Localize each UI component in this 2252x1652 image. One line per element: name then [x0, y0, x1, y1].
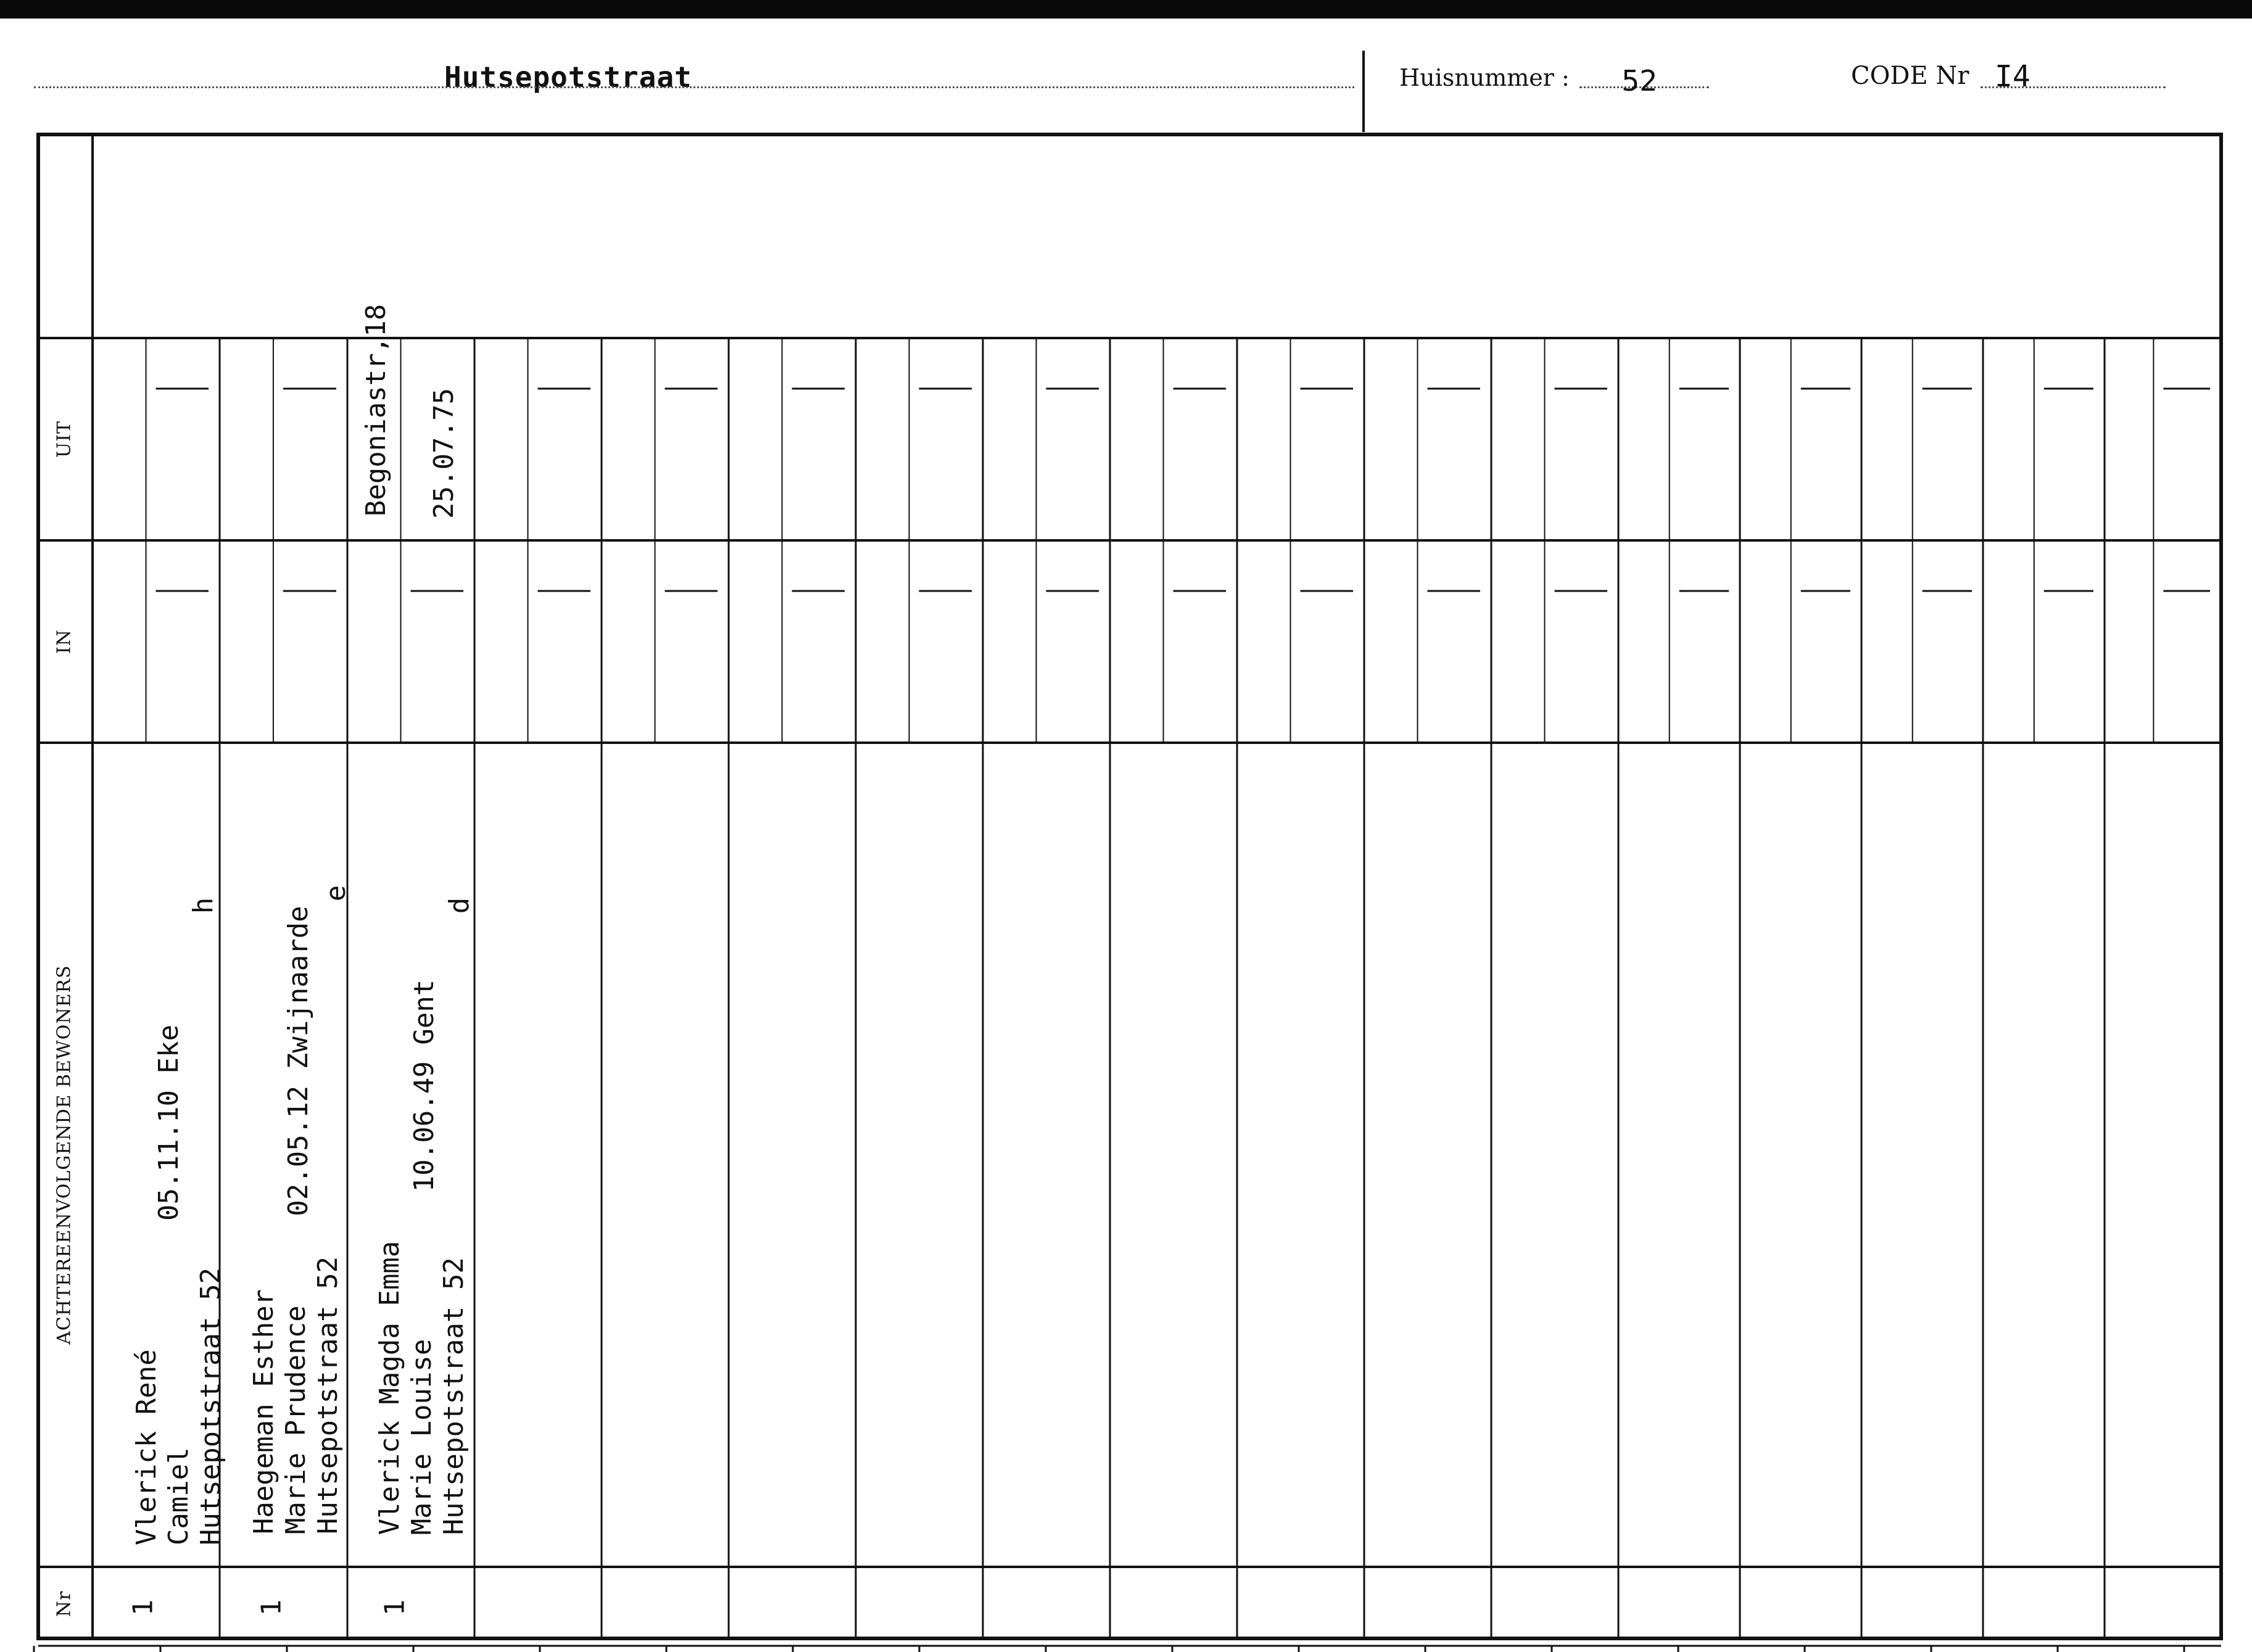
- row-label-uit: UIT: [53, 420, 75, 458]
- row-label-nr: Nr: [53, 1590, 75, 1617]
- resident-3-birth: 10.06.49 Gent: [408, 979, 440, 1192]
- street-name: Hutsepotstraat: [444, 60, 692, 94]
- resident-3-mark: d: [444, 897, 475, 914]
- resident-2-birth: 02.05.12 Zwijnaarde: [283, 906, 314, 1216]
- row-label-in: IN: [53, 629, 75, 655]
- resident-2-mark: e: [320, 885, 352, 902]
- resident-1-name: Vlerick René Camiel Hutsepotstraat 52: [131, 1267, 226, 1546]
- resident-3-uit-address: Begoniastr,18: [360, 304, 392, 517]
- resident-1-birth: 05.11.10 Eke: [153, 1025, 184, 1221]
- resident-1-nr: 1: [127, 1599, 159, 1616]
- resident-3-uit-date: 25.07.75: [428, 388, 460, 519]
- resident-2-name: Haegeman Esther Marie Prudence Hutsepotstraat 52: [248, 1256, 344, 1535]
- row-label-residents: ACHTEREENVOLGENDE BEWONERS: [53, 965, 75, 1345]
- house-number-value: 52: [1621, 64, 1658, 97]
- resident-3-name: Vlerick Magda Emma Marie Louise Hutsepotstraat 52: [374, 1241, 470, 1535]
- resident-2-nr: 1: [255, 1599, 288, 1616]
- resident-1-mark: h: [188, 897, 219, 914]
- code-label: CODE Nr: [1851, 62, 1969, 90]
- resident-3-nr: 1: [379, 1599, 411, 1616]
- house-number-label: Huisnummer :: [1399, 64, 1570, 91]
- code-value: I4: [1995, 59, 2031, 94]
